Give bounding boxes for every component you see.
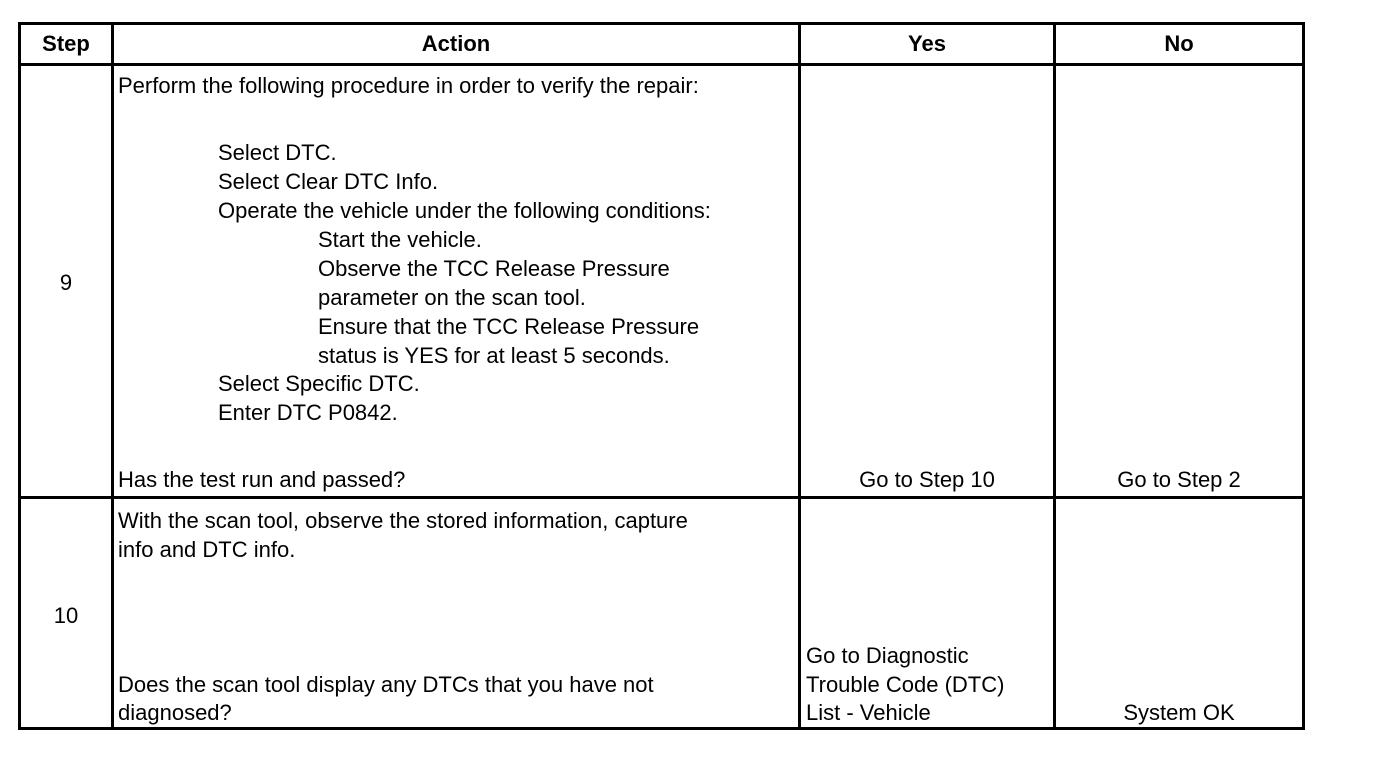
row-10-no: System OK: [1123, 700, 1235, 725]
column-divider-step-action: [111, 25, 114, 727]
row-9-action-substep: Observe the TCC Release Pressure: [318, 256, 670, 281]
row-10-action-intro: With the scan tool, observe the stored information, capture: [118, 508, 688, 533]
row-9-action-substep: parameter on the scan tool.: [318, 285, 586, 310]
header-row-divider: [21, 63, 1302, 66]
column-divider-action-yes: [798, 25, 801, 727]
row-10-action-intro: info and DTC info.: [118, 537, 296, 562]
row-9-action-substep: Ensure that the TCC Release Pressure: [318, 314, 700, 339]
row-9-action-intro: Perform the following procedure in order to verify the repair:: [118, 73, 699, 98]
header-action: Action: [421, 31, 491, 56]
row-9-action-substep: Start the vehicle.: [318, 227, 482, 252]
row-divider-9-10: [21, 496, 1302, 499]
row-9-action-step: Select Specific DTC.: [218, 371, 420, 396]
row-9-yes: Go to Step 10: [859, 467, 995, 492]
row-10-yes: Go to Diagnostic: [806, 643, 969, 668]
row-10-step: 10: [53, 603, 79, 628]
row-9-action-step: Enter DTC P0842.: [218, 400, 398, 425]
row-10-action-question: Does the scan tool display any DTCs that you have not: [118, 672, 654, 697]
header-yes: Yes: [908, 31, 946, 56]
diagnostic-table: [18, 22, 1305, 730]
header-step: Step: [42, 31, 90, 56]
column-divider-yes-no: [1053, 25, 1056, 727]
row-9-action-question: Has the test run and passed?: [118, 467, 406, 492]
row-10-yes: List - Vehicle: [806, 700, 931, 725]
row-9-action-step: Select DTC.: [218, 140, 337, 165]
row-9-action-step: Select Clear DTC Info.: [218, 169, 439, 194]
row-9-step: 9: [59, 270, 73, 295]
row-9-action-step: Operate the vehicle under the following conditions:: [218, 198, 711, 223]
row-10-yes: Trouble Code (DTC): [806, 672, 1005, 697]
row-9-no: Go to Step 2: [1117, 467, 1241, 492]
header-no: No: [1164, 31, 1194, 56]
row-10-action-question: diagnosed?: [118, 700, 232, 725]
row-9-action-substep: status is YES for at least 5 seconds.: [318, 343, 670, 368]
